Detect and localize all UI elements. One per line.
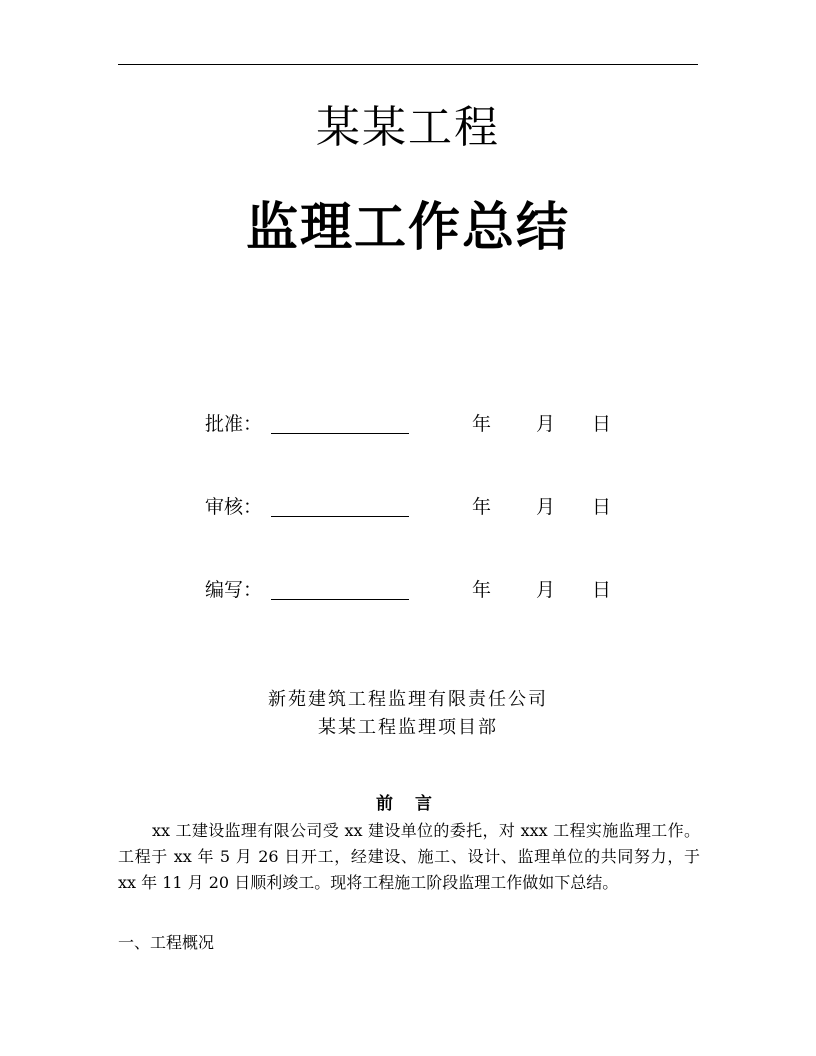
approve-signature-line [271,433,409,434]
author-signature-line [271,599,409,600]
date-day-label: 日 [592,579,612,601]
project-department: 某某工程监理项目部 [318,717,498,738]
document-subtitle: 监理工作总结 [245,197,570,258]
date-month-label: 月 [536,496,556,518]
approve-label: 批准： [205,413,263,435]
date-year-label: 年 [472,413,492,435]
header-rule [118,64,698,65]
signature-row-review [205,492,625,522]
date-day-label: 日 [592,496,612,518]
preface-body: xx 工建设监理有限公司受 xx 建设单位的委托，对 xxx 工程实施监理工作。工程于 xx 年 5 月 26 日开工，经建设、施工、设计、监理单位的共同努力，于 xx 年 11 月 20 日顺利竣工。现将工程施工阶段监理工作做如下总结。 [118,821,700,892]
section-heading-overview: 一、工程概况 [118,933,215,952]
date-day-label: 日 [592,413,612,435]
company-name: 新苑建筑工程监理有限责任公司 [268,689,548,710]
date-month-label: 月 [536,579,556,601]
review-signature-line [271,516,409,517]
author-label: 编写： [205,579,263,601]
preface-title: 前 言 [376,794,440,814]
review-label: 审核： [205,496,263,518]
signature-row-author [205,575,625,605]
date-year-label: 年 [472,579,492,601]
date-month-label: 月 [536,413,556,435]
date-year-label: 年 [472,496,492,518]
document-title: 某某工程 [316,102,500,153]
signature-row-approve [205,409,625,439]
